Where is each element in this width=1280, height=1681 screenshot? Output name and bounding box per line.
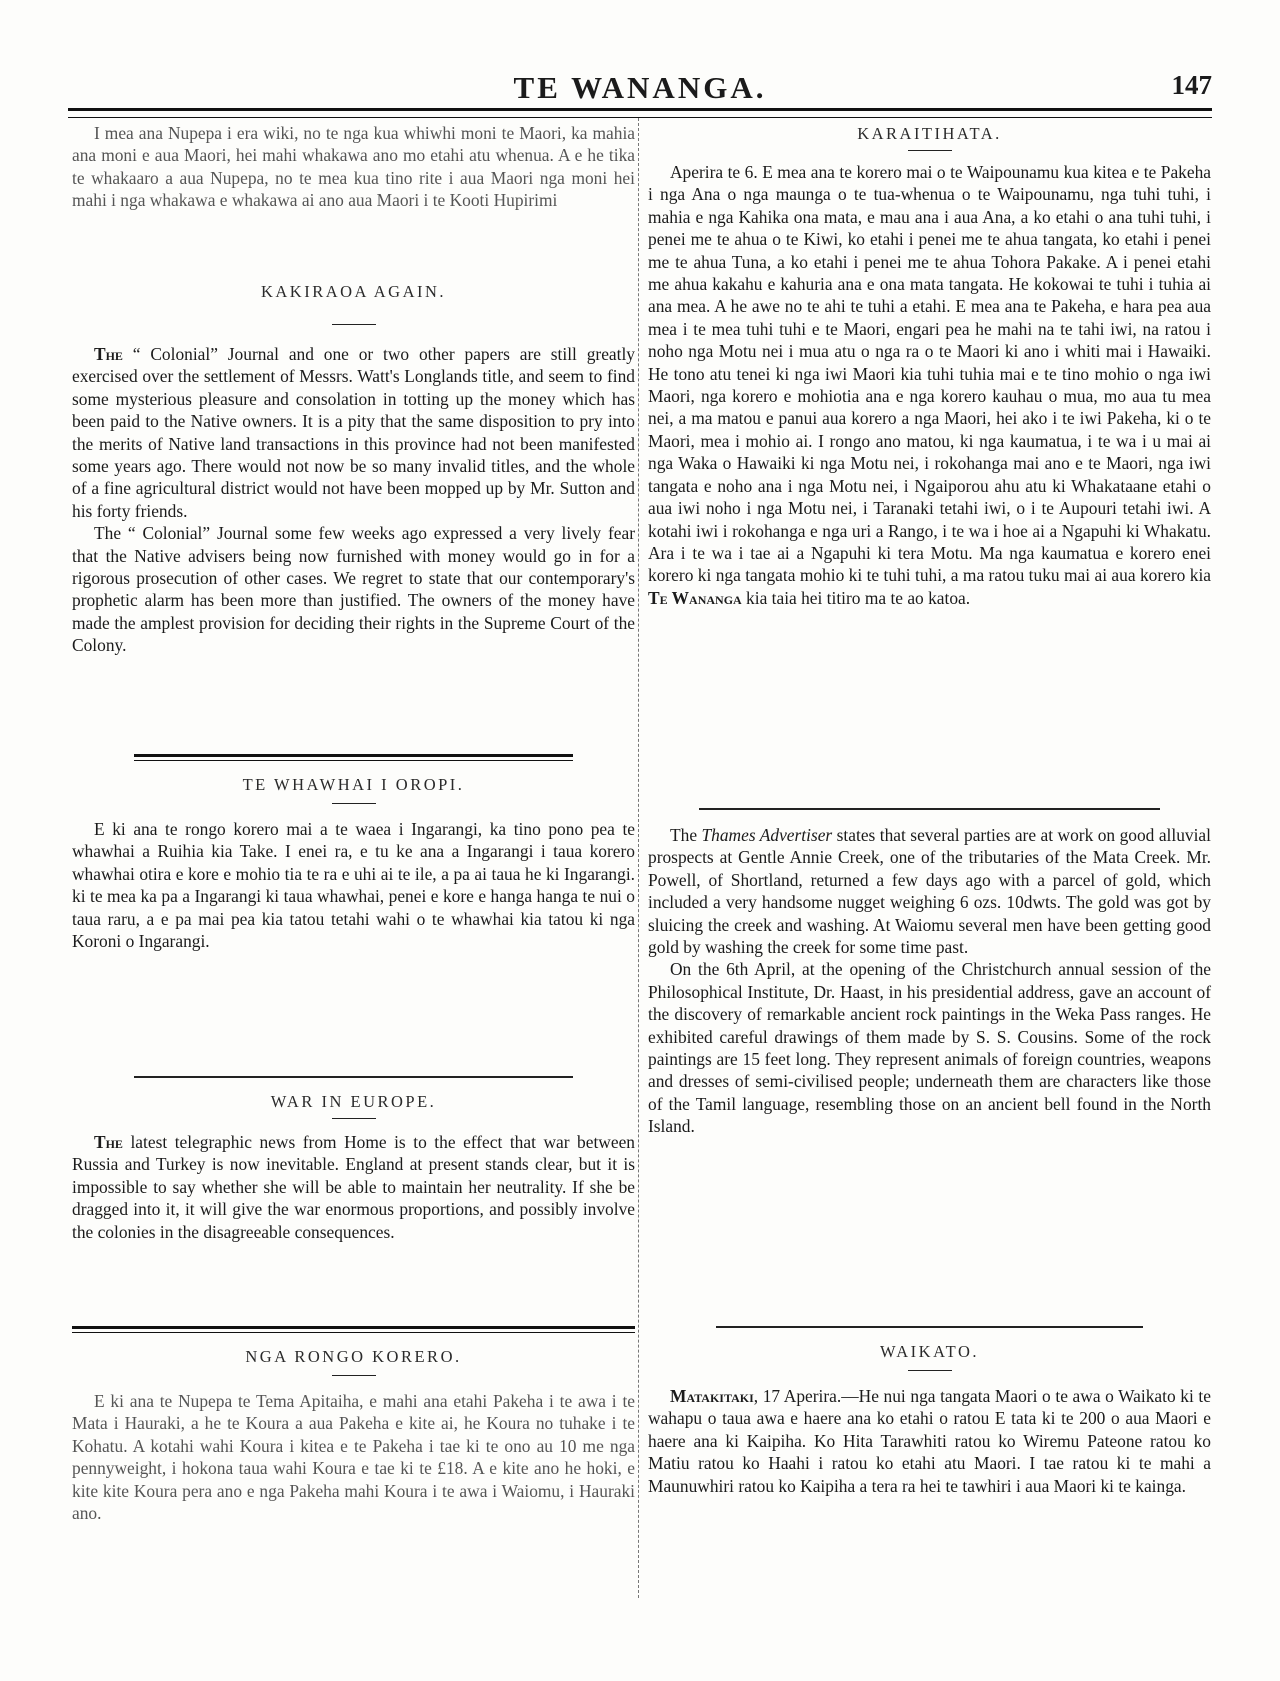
war-paragraph — [72, 1131, 635, 1243]
heading-rule — [332, 1118, 376, 1119]
waikato-paragraph — [648, 1385, 1211, 1497]
kakiraoa-text-1: “ Colonial” Journal and one or two other papers are still greatly exercised over the settlement of Messrs. Watt's Longlands title, and seem to find some mysterious pleasure and consolation in totting up the money which has been paid to the Native owners. It is a pity that the same disposition to pry into the merits of Native land transactions in this province had not been manifested some years ago. There would not now be so many invalid titles, and the whole of a fine agricultural district would not have been mopped up by Mr. Sutton and his forty friends. — [72, 344, 635, 521]
paper-name: Thames Advertiser — [701, 825, 833, 845]
heading-rule — [332, 803, 376, 804]
column-divider — [638, 118, 639, 1598]
paper-name: Te Wananga — [648, 587, 742, 608]
rongo-article — [72, 1312, 635, 1524]
section-rule — [699, 808, 1161, 810]
rongo-paragraph: E ki ana te Nupepa te Tema Apitaiha, e mahi ana etahi Pakeha i te awa i te Mata i Hauraki, a he te Koura a aua Pakeha e kite ai, he Koura no tuhake i te Kohatu. A kotahi wahi Koura i kitea e te Pakeha i tae ki te ono au 10 me nga pennyweight, i hokona taua wahi Koura e tae ki te £18. A e kite ano he hoki, e kite kite Koura pera ano e nga Pakeha mahi Koura i te awa i Waiomu, i Hauraki ano. — [72, 1391, 635, 1524]
karaitihata-paragraph — [648, 161, 1211, 609]
thames-paragraph-2: On the 6th April, at the opening of the Christchurch annual session of the Philosophical Institute, Dr. Haast, in his presidential address, gave an account of the discovery of remarkable ancient rock paintings in the Weka Pass ranges. He exhibited careful drawings of them made by S. S. Cousins. Some of the rock paintings are 15 feet long. They represent animals of foreign countries, weapons and dresses of semi-civilised people; underneath them are characters like those of the Tamil language, resembling those on an ancient bell found in the North Island. — [648, 959, 1211, 1137]
lead-word: The — [94, 344, 123, 364]
page-number: 147 — [1171, 70, 1212, 100]
masthead-rule — [68, 108, 1212, 118]
section-rule — [134, 1076, 573, 1078]
war-article — [72, 1062, 635, 1243]
whawhai-paragraph: E ki ana te rongo korero mai a te waea i Ingarangi, ka tino pono pea te whawhai a Ruihia kia Take. I enei ra, e tu ke ana a Ingarangi i taua korero whawhai otira e kore e mohio tia te ra e uhi ai te ile, a pa ai taua he ki Ingarangi. ki te mea ka pa a Ingarangi ki taua whawhai, penei e kore e hanga hanga te nui o taua raru, a e pa mai pea kia tatou tetahi wahi o te whawhai kia tatou ki nga Koroni o Ingarangi. — [72, 819, 635, 952]
newspaper-title: TE WANANGA. — [513, 70, 767, 105]
lead-word: The — [94, 1132, 123, 1152]
kakiraoa-paragraph-2: The “ Colonial” Journal some few weeks ago expressed a very lively fear that the Native advisers being now furnished with money would go in for a rigorous prosecution of other cases. We regret to state that our contemporary's prophetic alarm has been more than justified. The owners of the money have made the amplest provision for deciding their rights in the Supreme Court of the Colony. — [72, 523, 635, 656]
heading-rule — [332, 1375, 376, 1376]
war-heading: WAR IN EUROPE. — [270, 1092, 437, 1111]
section-rule — [72, 1326, 635, 1333]
heading-rule — [908, 1370, 952, 1371]
heading-rule — [908, 150, 952, 151]
heading-rule — [332, 324, 376, 325]
thames-text: states that several parties are at work on good alluvial prospects at Gentle Annie Creek, one of the tributaries of the Mata Creek. Mr. Powell, of Shortland, returned a few days ago with a parcel of gold, which included a very handsome nugget weighing 6 ozs. 10dwts. The gold was got by sluicing the creek and washing. At Waiomu several men have been getting good gold by washing the creek for some time past. — [648, 825, 1211, 958]
karaitihata-text: Aperira te 6. E mea ana te korero mai o te Waipounamu kua kitea e te Pakeha i nga Ana o nga maunga o te tua-whenua o te Waipounamu, nga tuhi tuhi, i mahia e nga Kahika ona mata, e mau ana i aua Ana, a ko etahi o ana tuhi tuhi, i penei me te ahua o te Kiwi, ko etahi i penei me te ahua tangata, ko etahi i penei me te ahua Tuna, a ko etahi i penei me te ahua Tohora Pakake. A i penei etahi me ahua kakahu e kahuria ana e ona mata tangata. He kokowai te tuhi i tuhia ai ana mea. A he awe no te ahi te tuhi a etahi. E mea ana te Pakeha, e hara pea aua mea i te mea tuhi tuhi e te Maori, engari pea he mahi na te tahi iwi, na ratou i noho nga Motu nei i mua atu o nga ra o te Maori ki ano i whiti mai i Hawaiki. He tono atu tenei ki nga iwi Maori kia tuhi tuhia mai e te tino mohio o nga iwi Maori, nga korero e mohiotia ana e nga korero kauhau o mua, mo aua tu mea nei, a ma matou e panui aua korero a nga Maori, hei ako i te iwi Pakeha, ki o te Maori, mea i mohio ai. I rongo ano matou, ki nga kaumatua, i te wa i u mai ai nga Waka o Hawaiki ki nga Motu nei, i rokohanga mai ano e te Maori, nga iwi tangata e noho ana i nga Motu nei, i Ngaiporou ahu atu ki Whakataane etahi o aua iwi noho i nga Motu nei, i Taranaki tetahi iwi, o i te Aupouri tetahi iwi. A kotahi iwi i rokohanga e nga uri a Rango, i te wa i hoe ai a Ngapuhi ki Whakatu. Ara i te wa i tae ai a Ngapuhi ki tera Motu. Ma nga kaumatua e korero enei korero ki nga tangata mohio ki te tuhi tuhi, a ma ratou tuku mai ai aua korero kia — [648, 162, 1211, 586]
intro-paragraph: I mea ana Nupepa i era wiki, no te nga kua whiwhi moni te Maori, ka mahia ana moni e aua Maori, hei mahi whakawa ano mo etahi atu whenua. A e he tika te whakaaro a aua Nupepa, no te mea kua tino rite i aua Maori nga moni hei mahi i nga whakawa e whakawa ai ano aua Maori i te Kooti Hupirimi — [72, 123, 635, 211]
whawhai-heading: TE WHAWHAI I OROPI. — [242, 775, 465, 794]
section-rule — [134, 754, 573, 761]
kakiraoa-paragraph-1 — [72, 343, 635, 522]
masthead — [68, 70, 1212, 110]
intro-article — [72, 122, 635, 212]
karaitihata-heading: KARAITIHATA. — [857, 124, 1002, 143]
whawhai-article — [72, 740, 635, 952]
lead-word: Matakitaki — [670, 1386, 754, 1406]
kakiraoa-article — [72, 282, 635, 657]
waikato-text: , 17 Aperira.—He nui nga tangata Maori o te awa o Waikato ki te wahapu o taua awa e haere ana ko etahi o ratou E tata ki te 200 o aua Maori e haere ana ki Kaipiha. Ko Hita Tarawhiti ratou ko Wiremu Pateone ratou ko Matiu ratou ko Haahi i ratou ko etahi atu Maori. I tae ratou ki te mahi a Maunuwhiri ratou ko Kaipiha a tera ra hei te tawhiri i aua Maori ki te kainga. — [648, 1386, 1211, 1496]
rongo-heading: NGA RONGO KORERO. — [245, 1347, 462, 1366]
kakiraoa-heading: KAKIRAOA AGAIN. — [260, 282, 447, 301]
karaitihata-article — [648, 124, 1211, 609]
thames-paragraph-1 — [648, 824, 1211, 958]
section-rule — [716, 1326, 1144, 1328]
waikato-heading: WAIKATO. — [880, 1342, 979, 1361]
thames-article — [648, 794, 1211, 1138]
thames-text-start: The — [670, 825, 702, 845]
karaitihata-text-end: kia taia hei titiro ma te ao katoa. — [741, 587, 971, 608]
war-text: latest telegraphic news from Home is to the effect that war between Russia and Turkey is now inevitable. England at present stands clear, but it is impossible to say whether she will be able to maintain her neutrality. If she be dragged into it, it will give the war enormous proportions, and possibly involve the colonies in the disagreeable consequences. — [72, 1132, 635, 1242]
waikato-article — [648, 1312, 1211, 1497]
